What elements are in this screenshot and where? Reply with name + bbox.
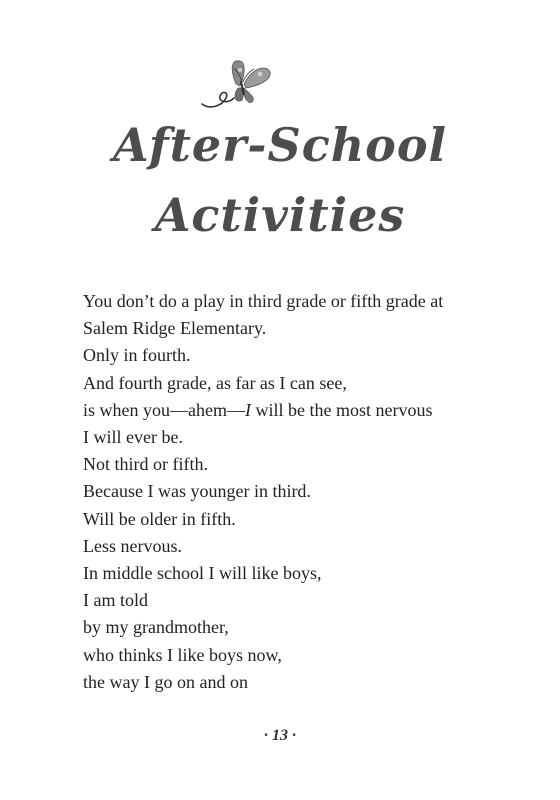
poem-line: I am told bbox=[83, 590, 148, 611]
poem-line: by my grandmother, bbox=[83, 617, 229, 638]
poem-line: Only in fourth. bbox=[83, 345, 191, 366]
page-number: · 13 · bbox=[264, 727, 296, 744]
poem-line-part: will be the most nervous bbox=[250, 399, 433, 420]
poem-line: Salem Ridge Elementary. bbox=[83, 318, 267, 339]
poem-line: Not third or fifth. bbox=[83, 454, 208, 475]
poem-line-emphasis: I bbox=[244, 399, 251, 420]
poem-line: the way I go on and on bbox=[83, 671, 248, 692]
chapter-title-line-2: Activities bbox=[154, 188, 406, 242]
poem-line: Less nervous. bbox=[83, 535, 182, 556]
poem-line bbox=[83, 397, 523, 424]
poem-line: You don’t do a play in third grade or fifth grade at bbox=[83, 291, 444, 311]
poem-line: And fourth grade, as far as I can see, bbox=[83, 372, 347, 393]
poem-body bbox=[83, 288, 523, 696]
poem-line: who thinks I like boys now, bbox=[83, 644, 282, 665]
butterfly-icon bbox=[196, 54, 276, 114]
poem-line: In middle school I will like boys, bbox=[83, 563, 322, 584]
poem-line: Will be older in fifth. bbox=[83, 508, 236, 529]
poem-line: I will ever be. bbox=[83, 427, 183, 448]
poem-line-part: is when you—ahem— bbox=[83, 399, 245, 420]
poem-line: Because I was younger in third. bbox=[83, 481, 311, 502]
chapter-title-line-1: After-School bbox=[112, 118, 448, 172]
